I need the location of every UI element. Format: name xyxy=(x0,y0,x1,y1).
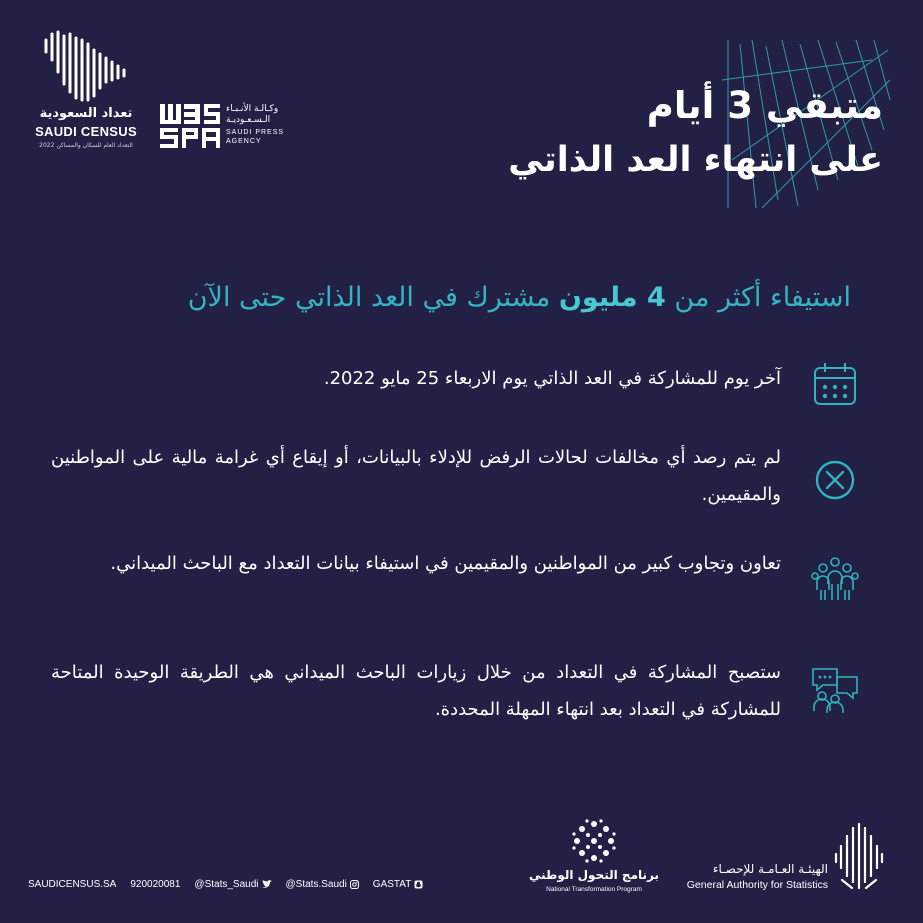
info-item-field-visits xyxy=(51,654,859,764)
headline-highlight: 4 مليون xyxy=(558,282,666,313)
info-item-cooperation xyxy=(59,545,859,655)
title-days-remaining: متبقي 3 أيام xyxy=(646,84,883,127)
spa-arabic-line2: الـسـعـوديـة xyxy=(226,115,271,125)
snapchat-icon xyxy=(414,880,423,889)
census-map-mark-icon xyxy=(42,30,134,102)
info-item-text: لم يتم رصد أي مخالفات لحالات الرفض للإدلاء بالبيانات، أو إيقاع أي غرامة مالية على المواطنين والمقيمين. xyxy=(51,447,781,505)
info-item-text: تعاون وتجاوب كبير من المواطنين والمقيمين في استيفاء بيانات التعداد مع الباحث الميداني. xyxy=(110,553,781,574)
spa-english-name xyxy=(226,128,284,146)
gastat-emblem-icon xyxy=(834,822,884,892)
footer-website[interactable]: SAUDICENSUS.SA xyxy=(28,879,117,890)
calendar-icon xyxy=(811,360,859,408)
ntp-arabic-name: برنامج التحول الوطني xyxy=(528,868,659,882)
ntp-emblem-icon xyxy=(571,818,617,864)
people-group-icon xyxy=(811,556,859,604)
footer-gastat[interactable] xyxy=(373,879,424,890)
spa-english-line1: SAUDI PRESS xyxy=(226,129,285,136)
gastat-handle: GASTAT xyxy=(372,879,412,890)
title-self-count-ending: على انتهاء العد الذاتي xyxy=(508,140,883,180)
census-arabic-name: تعداد السعودية xyxy=(39,106,133,121)
instagram-icon xyxy=(350,880,359,889)
footer-contacts xyxy=(28,879,423,890)
gastat-english-name: General Authority for Statistics xyxy=(686,879,828,891)
instagram-handle: @Stats.Saudi xyxy=(285,879,347,890)
twitter-icon xyxy=(262,880,272,889)
info-item-text: ستصبح المشاركة في التعداد من خلال زيارات الباحث الميداني هي الطريقة الوحيدة المتاحة للمشاركة في التعداد بعد انتهاء المهلة المحددة. xyxy=(51,662,781,720)
info-item-no-violations xyxy=(51,439,859,549)
ntp-english-name: National Transformation Program xyxy=(546,886,642,893)
gastat-arabic-name: الهيئـة العـامـة للإحصـاء xyxy=(712,862,828,876)
spa-arabic-name xyxy=(226,104,296,126)
census-english-name: SAUDI CENSUS xyxy=(35,124,137,139)
twitter-handle: @Stats_Saudi xyxy=(194,879,259,890)
spa-logo xyxy=(160,104,300,152)
saudi-census-logo xyxy=(28,30,148,160)
headline-after: مشترك في العد الذاتي حتى الآن xyxy=(187,282,559,313)
info-item-text: آخر يوم للمشاركة في العد الذاتي يوم الاربعاء 25 مايو 2022. xyxy=(323,368,781,389)
chat-people-icon xyxy=(811,665,859,713)
headline-before: استيفاء أكثر من xyxy=(665,282,851,313)
headline xyxy=(188,282,851,313)
census-subtitle: التعداد العام للسكان والمساكن 2022 xyxy=(39,142,133,149)
ntp-logo xyxy=(528,818,660,898)
close-circle-icon xyxy=(811,456,859,504)
spa-arabic-line1: وكـالـة الأنـبـاء xyxy=(226,104,279,114)
gastat-logo xyxy=(678,822,888,898)
spa-english-line2: AGENCY xyxy=(226,138,262,145)
spa-mark-icon xyxy=(160,104,222,148)
footer-phone[interactable]: 920020081 xyxy=(130,879,181,890)
footer-twitter[interactable] xyxy=(194,879,271,890)
footer-instagram[interactable] xyxy=(286,879,359,890)
